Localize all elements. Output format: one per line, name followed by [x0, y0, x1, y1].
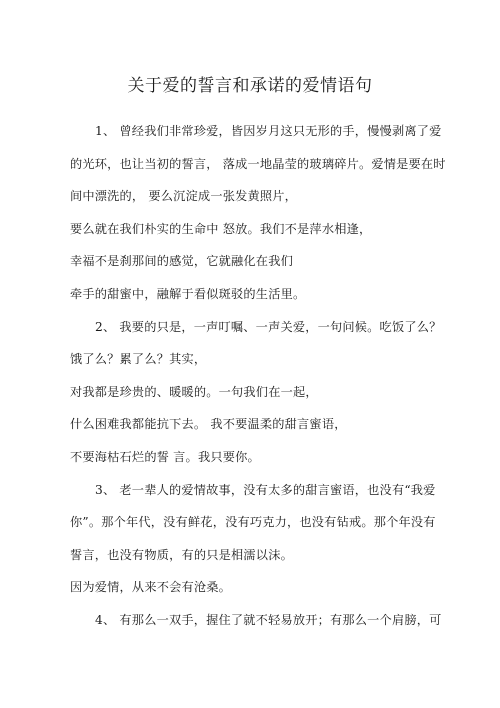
paragraph-1-line-6: 牵手的甜蜜中，融解于看似斑驳的生活里。: [70, 287, 306, 301]
paragraph-2-line-2: 饿了么？累了么？其实，: [70, 352, 207, 366]
paragraph-2-line-4: 什么困难我都能抗下去。 我不要温柔的甜言蜜语，: [70, 417, 347, 431]
document-title: 关于爱的誓言和承诺的爱情语句: [127, 76, 373, 96]
paragraph-1-line-5: 幸福不是刹那间的感觉，它就融化在我们: [70, 254, 293, 268]
paragraph-3-line-4: 因为爱情，从来不会有沧桑。: [70, 580, 232, 594]
paragraph-2-line-3: 对我都是珍贵的、暖暖的。一句我们在一起，: [70, 385, 318, 399]
paragraph-1-line-2: 的光环，也让当初的誓言， 落成一地晶莹的玻璃碎片。爱情是要在时: [70, 157, 446, 171]
paragraph-3-line-2: 你”。那个年代，没有鲜花，没有巧克力，也没有钻戒。那个年没有: [70, 515, 436, 529]
paragraph-2-line-1: 2、 我要的只是，一声叮嘱、一声关爱，一句问候。吃饭了么？: [95, 320, 442, 334]
paragraph-1-line-1: 1、 曾经我们非常珍爱，皆因岁月这只无形的手，慢慢剥离了爱: [95, 124, 442, 138]
paragraph-2-line-5: 不要海枯石烂的誓 言。我只要你。: [70, 450, 260, 464]
paragraph-3-line-3: 誓言，也没有物质，有的只是相濡以沫。: [70, 548, 293, 562]
paragraph-1-line-3: 间中漂洗的， 要么沉淀成一张发黄照片，: [70, 189, 298, 203]
paragraph-3-line-1: 3、 老一辈人的爱情故事，没有太多的甜言蜜语，也没有“我爱: [95, 483, 436, 497]
paragraph-4-line-1: 4、 有那么一双手，握住了就不轻易放开；有那么一个肩膀，可: [95, 613, 442, 627]
paragraph-1-line-4: 要么就在我们朴实的生命中 怒放。我们不是萍水相逢，: [70, 222, 372, 236]
